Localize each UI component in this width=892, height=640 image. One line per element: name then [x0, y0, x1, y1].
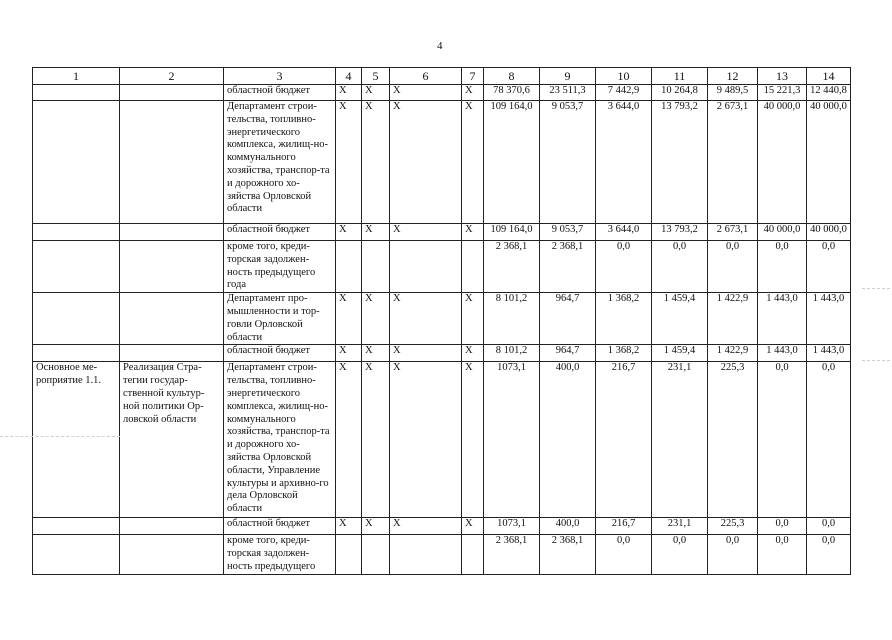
value-cell: 9 053,7: [540, 101, 596, 224]
table-row: [33, 518, 851, 535]
event-cell: [33, 101, 120, 224]
event-cell: [33, 345, 120, 362]
x-mark: X: [462, 101, 484, 224]
value-cell: 0,0: [807, 241, 851, 293]
x-mark: X: [362, 85, 390, 101]
value-cell: 400,0: [540, 518, 596, 535]
name-cell: [120, 101, 224, 224]
x-mark: X: [390, 518, 462, 535]
x-mark: X: [362, 362, 390, 518]
value-cell: 2 368,1: [484, 535, 540, 574]
value-cell: 0,0: [758, 362, 807, 518]
value-cell: 0,0: [652, 535, 708, 574]
name-cell: [120, 224, 224, 241]
column-header: 12: [708, 68, 758, 85]
source-cell: Департамент строи-тельства, топливно-энергетического комплекса, жилищ-но-коммунального хозяйства, транспор-та и дорожного хо-зяйства Орловской области, Управление культуры и архивно-го дела Орловской области: [224, 362, 336, 518]
value-cell: 10 264,8: [652, 85, 708, 101]
name-cell: [120, 535, 224, 574]
column-header: 4: [336, 68, 362, 85]
x-mark: X: [462, 85, 484, 101]
value-cell: 2 673,1: [708, 101, 758, 224]
value-cell: 964,7: [540, 345, 596, 362]
column-header: 8: [484, 68, 540, 85]
value-cell: 0,0: [758, 518, 807, 535]
value-cell: 1 422,9: [708, 345, 758, 362]
column-header: 6: [390, 68, 462, 85]
value-cell: 1 443,0: [807, 345, 851, 362]
x-mark: X: [390, 362, 462, 518]
value-cell: 40 000,0: [807, 101, 851, 224]
source-cell: кроме того, креди-торская задолжен-ность предыдущего года: [224, 241, 336, 293]
x-mark: X: [336, 101, 362, 224]
source-cell: областной бюджет: [224, 518, 336, 535]
table-row: [33, 101, 851, 224]
x-mark: [462, 535, 484, 574]
column-header: 10: [596, 68, 652, 85]
x-mark: [362, 535, 390, 574]
table-row: [33, 535, 851, 574]
name-cell: [120, 518, 224, 535]
source-cell: кроме того, креди-торская задолжен-ность предыдущего: [224, 535, 336, 574]
value-cell: 1073,1: [484, 362, 540, 518]
value-cell: 8 101,2: [484, 293, 540, 345]
table-row: [33, 241, 851, 293]
value-cell: 8 101,2: [484, 345, 540, 362]
value-cell: 2 673,1: [708, 224, 758, 241]
column-header: 14: [807, 68, 851, 85]
x-mark: X: [336, 224, 362, 241]
x-mark: X: [336, 345, 362, 362]
x-mark: X: [462, 293, 484, 345]
value-cell: 216,7: [596, 518, 652, 535]
table-row: [33, 293, 851, 345]
event-cell: [33, 535, 120, 574]
x-mark: X: [462, 345, 484, 362]
event-cell: [33, 241, 120, 293]
x-mark: X: [390, 85, 462, 101]
x-mark: [462, 241, 484, 293]
source-cell: Департамент строи-тельства, топливно-энергетического комплекса, жилищ-но-коммунального хозяйства, транспор-та и дорожного хо-зяйства Орловской области: [224, 101, 336, 224]
source-cell: Департамент про-мышленности и тор-говли Орловской области: [224, 293, 336, 345]
value-cell: 15 221,3: [758, 85, 807, 101]
name-cell: [120, 293, 224, 345]
table-row: [33, 345, 851, 362]
x-mark: X: [390, 224, 462, 241]
x-mark: X: [362, 518, 390, 535]
budget-table: [32, 67, 851, 575]
value-cell: 231,1: [652, 518, 708, 535]
value-cell: 13 793,2: [652, 101, 708, 224]
value-cell: 1 368,2: [596, 293, 652, 345]
x-mark: X: [462, 224, 484, 241]
value-cell: 13 793,2: [652, 224, 708, 241]
value-cell: 109 164,0: [484, 101, 540, 224]
event-cell: [33, 85, 120, 101]
value-cell: 2 368,1: [540, 241, 596, 293]
value-cell: 7 442,9: [596, 85, 652, 101]
column-header: 13: [758, 68, 807, 85]
name-cell: Реализация Стра-тегии государ-ственной культур-ной политики Ор-ловской области: [120, 362, 224, 518]
value-cell: 2 368,1: [540, 535, 596, 574]
column-header: 11: [652, 68, 708, 85]
x-mark: X: [336, 362, 362, 518]
page-number: 4: [437, 40, 443, 52]
x-mark: X: [362, 293, 390, 345]
name-cell: [120, 241, 224, 293]
value-cell: 225,3: [708, 518, 758, 535]
value-cell: 0,0: [708, 535, 758, 574]
table-row: [33, 362, 851, 518]
name-cell: [120, 345, 224, 362]
source-cell: областной бюджет: [224, 224, 336, 241]
value-cell: 1 368,2: [596, 345, 652, 362]
value-cell: 0,0: [758, 535, 807, 574]
x-mark: [390, 535, 462, 574]
x-mark: X: [336, 518, 362, 535]
source-cell: областной бюджет: [224, 345, 336, 362]
value-cell: 40 000,0: [807, 224, 851, 241]
table-row: [33, 224, 851, 241]
value-cell: 225,3: [708, 362, 758, 518]
value-cell: 0,0: [807, 535, 851, 574]
value-cell: 0,0: [708, 241, 758, 293]
value-cell: 1073,1: [484, 518, 540, 535]
scan-artifact-line: [0, 436, 120, 438]
column-header: 5: [362, 68, 390, 85]
event-cell: [33, 518, 120, 535]
value-cell: 0,0: [758, 241, 807, 293]
column-header: 9: [540, 68, 596, 85]
x-mark: X: [390, 293, 462, 345]
value-cell: 3 644,0: [596, 101, 652, 224]
header-row: [33, 68, 851, 85]
value-cell: 1 443,0: [758, 345, 807, 362]
value-cell: 1 443,0: [807, 293, 851, 345]
value-cell: 1 422,9: [708, 293, 758, 345]
value-cell: 12 440,8: [807, 85, 851, 101]
value-cell: 9 053,7: [540, 224, 596, 241]
value-cell: 78 370,6: [484, 85, 540, 101]
x-mark: X: [336, 85, 362, 101]
value-cell: 40 000,0: [758, 224, 807, 241]
value-cell: 109 164,0: [484, 224, 540, 241]
column-header: 2: [120, 68, 224, 85]
value-cell: 40 000,0: [758, 101, 807, 224]
value-cell: 0,0: [652, 241, 708, 293]
x-mark: [390, 241, 462, 293]
table-row: [33, 85, 851, 101]
value-cell: 23 511,3: [540, 85, 596, 101]
value-cell: 0,0: [807, 362, 851, 518]
event-cell: [33, 293, 120, 345]
value-cell: 1 443,0: [758, 293, 807, 345]
x-mark: X: [390, 345, 462, 362]
event-cell: [33, 224, 120, 241]
x-mark: X: [336, 293, 362, 345]
x-mark: X: [462, 362, 484, 518]
value-cell: 1 459,4: [652, 293, 708, 345]
value-cell: 3 644,0: [596, 224, 652, 241]
value-cell: 964,7: [540, 293, 596, 345]
event-cell: Основное ме-роприятие 1.1.: [33, 362, 120, 518]
value-cell: 0,0: [596, 241, 652, 293]
x-mark: X: [362, 224, 390, 241]
name-cell: [120, 85, 224, 101]
x-mark: X: [462, 518, 484, 535]
scan-artifact-line: [862, 360, 890, 362]
x-mark: [336, 241, 362, 293]
value-cell: 1 459,4: [652, 345, 708, 362]
value-cell: 0,0: [807, 518, 851, 535]
x-mark: X: [390, 101, 462, 224]
column-header: 1: [33, 68, 120, 85]
x-mark: [336, 535, 362, 574]
column-header: 7: [462, 68, 484, 85]
value-cell: 2 368,1: [484, 241, 540, 293]
value-cell: 0,0: [596, 535, 652, 574]
x-mark: [362, 241, 390, 293]
value-cell: 231,1: [652, 362, 708, 518]
x-mark: X: [362, 345, 390, 362]
value-cell: 400,0: [540, 362, 596, 518]
column-header: 3: [224, 68, 336, 85]
source-cell: областной бюджет: [224, 85, 336, 101]
value-cell: 9 489,5: [708, 85, 758, 101]
x-mark: X: [362, 101, 390, 224]
scan-artifact-line: [862, 288, 890, 290]
value-cell: 216,7: [596, 362, 652, 518]
